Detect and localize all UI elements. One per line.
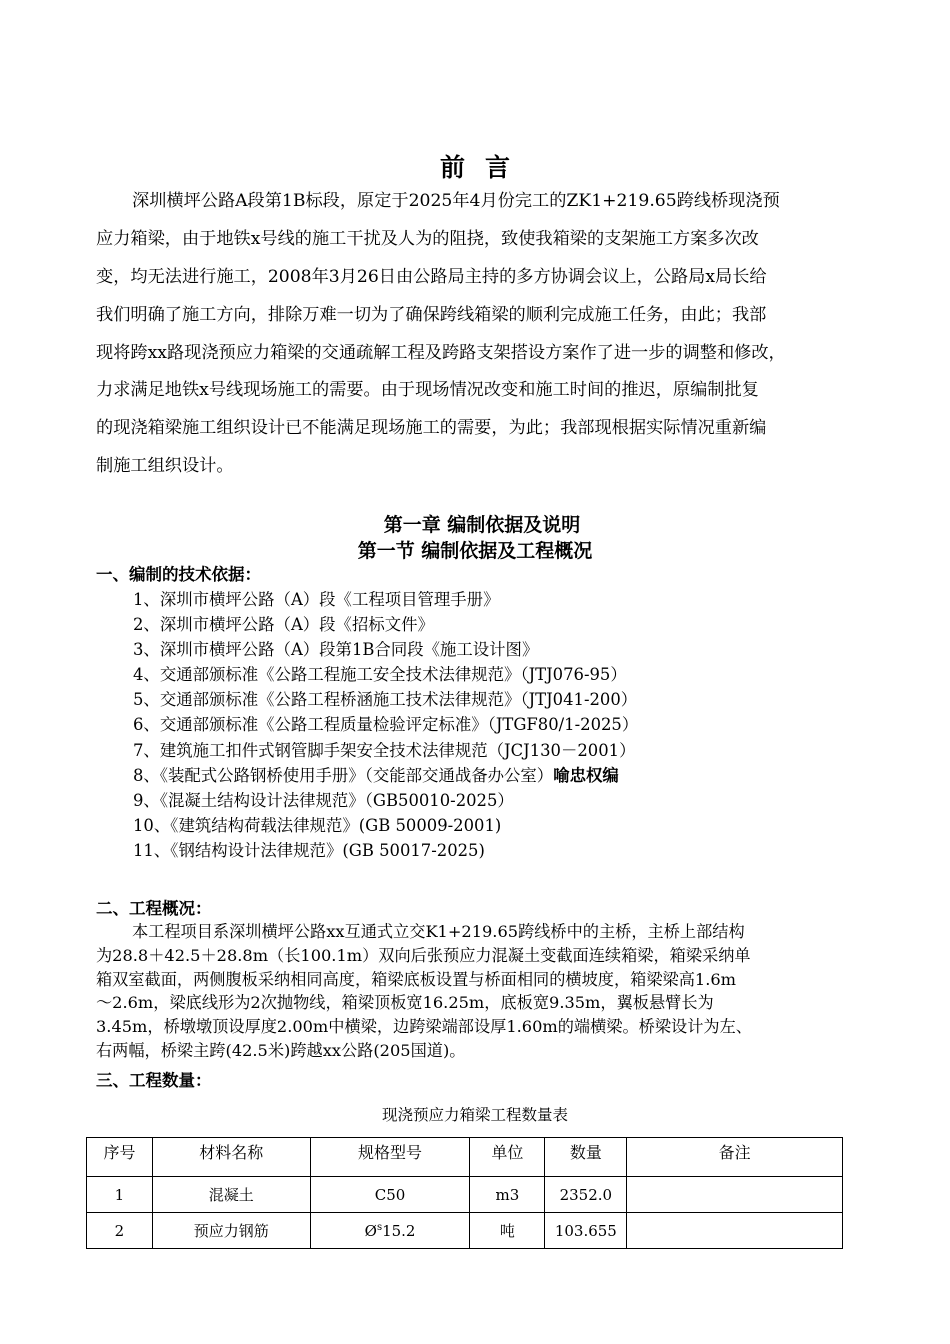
quantity-table	[86, 1137, 843, 1249]
chapter-title: 第一章 编制依据及说明	[383, 514, 581, 536]
table-header-row	[87, 1138, 843, 1177]
table-cell	[627, 1177, 843, 1213]
table-cell: 预应力钢筋	[152, 1213, 310, 1249]
preface-paragraph	[96, 183, 858, 486]
table-row	[87, 1177, 843, 1213]
column-header: 序号	[87, 1138, 153, 1177]
preface-line: 变，均无法进行施工，2008年3月26日由公路局主持的多方协调会议上，公路局x局长给	[96, 266, 767, 287]
list-item: 8、《装配式公路钢桥使用手册》（交能部交通战备办公室）喻忠权编	[133, 765, 619, 785]
preface-line: 力求满足地铁x号线现场施工的需要。由于现场情况改变和施工时间的推迟，原编制批复	[96, 380, 759, 401]
preface-line: 应力箱梁，由于地铁x号线的施工干扰及人为的阻挠，致使我箱梁的支架施工方案多次改	[96, 228, 759, 249]
column-header: 备注	[627, 1138, 843, 1177]
table-cell	[627, 1213, 843, 1249]
page-title: 前言	[439, 153, 530, 182]
overview-line: 箱双室截面，两侧腹板采纳相同高度，箱梁底板设置与桥面相同的横坡度，箱梁梁高1.6m	[96, 969, 737, 989]
list-item: 11、《钢结构设计法律规范》(GB 50017-2025)	[133, 840, 485, 860]
part2-heading: 二、工程概况：	[96, 899, 212, 918]
column-header: 规格型号	[310, 1138, 470, 1177]
table-cell: m3	[470, 1177, 545, 1213]
overview-line: 右两幅，桥梁主跨(42.5米)跨越xx公路(205国道)。	[96, 1040, 466, 1060]
editor-name: 喻忠权编	[553, 765, 619, 785]
part1-heading: 一、编制的技术依据：	[96, 565, 261, 584]
overview-line: 为28.8＋42.5＋28.8m（长100.1m）双向后张预应力混凝土变截面连续箱梁，箱梁采纳单	[96, 945, 751, 965]
preface-line: 现将跨xx路现浇预应力箱梁的交通疏解工程及跨路支架搭设方案作了进一步的调整和修改，	[96, 342, 786, 363]
overview-line: 3.45m，桥墩墩顶设厚度2.00m中横梁，边跨梁端部设厚1.60m的端横梁。桥梁设计为左、	[96, 1017, 752, 1037]
preface-line: 我们明确了施工方向，排除万难一切为了确保跨线箱梁的顺利完成施工任务，由此；我部	[96, 304, 767, 325]
list-item: 9、《混凝土结构设计法律规范》（GB50010-2025）	[133, 790, 514, 810]
table-cell: 吨	[470, 1213, 545, 1249]
overview-line: 本工程项目系深圳横坪公路xx互通式立交K1+219.65跨线桥中的主桥，主桥上部结构	[132, 922, 745, 941]
list-item: 10、《建筑结构荷载法律规范》(GB 50009-2001)	[133, 815, 502, 835]
list-item: 3、深圳市横坪公路（A）段第1B合同段《施工设计图》	[133, 640, 539, 660]
list-item: 1、深圳市横坪公路（A）段《工程项目管理手册》	[133, 590, 500, 609]
preface-line: 深圳横坪公路A段第1B标段，原定于2025年4月份完工的ZK1+219.65跨线桥现浇预	[132, 191, 780, 211]
column-header: 单位	[470, 1138, 545, 1177]
section-title: 第一节 编制依据及工程概况	[357, 540, 593, 562]
table-caption: 现浇预应力箱梁工程数量表	[381, 1106, 568, 1124]
preface-line: 制施工组织设计。	[96, 456, 234, 477]
table-cell: 混凝土	[152, 1177, 310, 1213]
overview-paragraph	[96, 920, 858, 1063]
table-cell: 2352.0	[545, 1177, 627, 1213]
list-item: 4、交通部颁标准《公路工程施工安全技术法律规范》（JTJ076-95）	[133, 665, 627, 685]
table-row	[87, 1213, 843, 1249]
table-cell: 2	[87, 1213, 153, 1249]
table-cell: C50	[310, 1177, 470, 1213]
part3-heading: 三、工程数量：	[96, 1071, 212, 1090]
overview-line: ～2.6m，梁底线形为2次抛物线，箱梁顶板宽16.25m，底板宽9.35m，翼板悬臂长为	[96, 993, 714, 1013]
column-header: 数量	[545, 1138, 627, 1177]
list-item: 5、交通部颁标准《公路工程桥涵施工技术法律规范》（JTJ041-200）	[133, 690, 638, 710]
list-item: 7、建筑施工扣件式钢管脚手架安全技术法律规范（JCJ130－2001）	[133, 740, 636, 760]
column-header: 材料名称	[152, 1138, 310, 1177]
preface-line: 的现浇箱梁施工组织设计已不能满足现场施工的需要，为此；我部现根据实际情况重新编	[96, 418, 767, 439]
table-cell: $Ø^s15.2$	[310, 1213, 470, 1249]
list-item: 6、交通部颁标准《公路工程质量检验评定标准》（JTGF80/1-2025）	[133, 715, 639, 735]
list-item: 2、深圳市横坪公路（A）段《招标文件》	[133, 615, 434, 635]
reference-list	[133, 587, 893, 863]
table-cell: 1	[87, 1177, 153, 1213]
table-cell: 103.655	[545, 1213, 627, 1249]
